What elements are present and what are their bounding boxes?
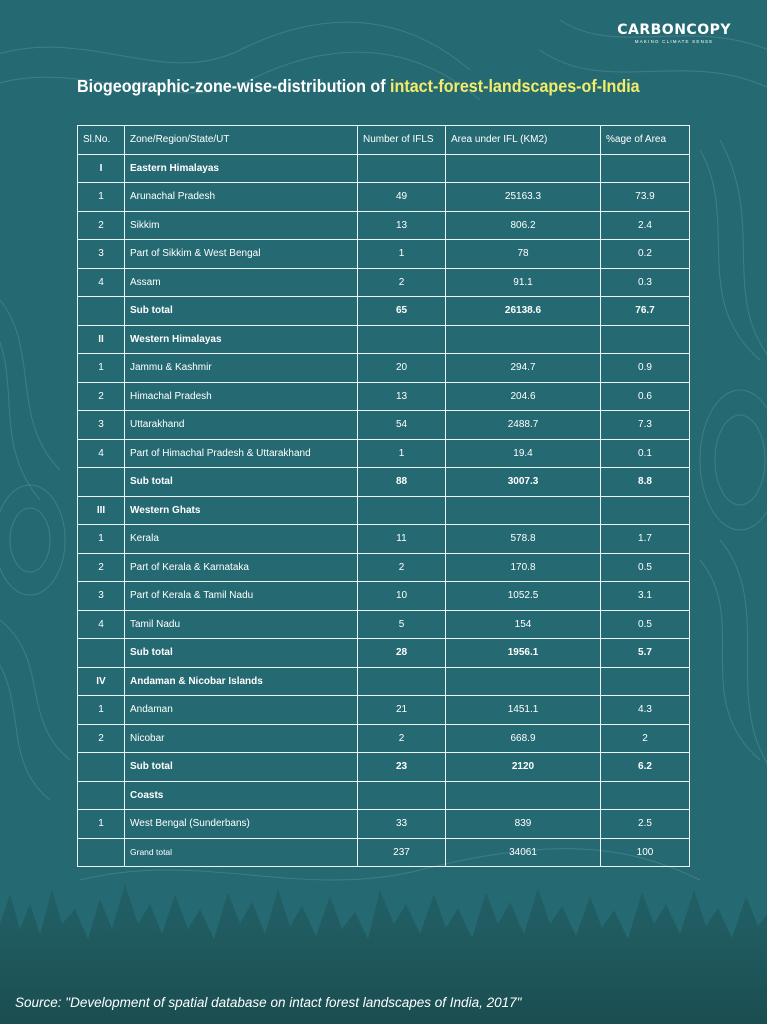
cell-number-of-ifls: 11	[358, 525, 446, 554]
cell-zone-name: Himachal Pradesh	[125, 382, 358, 411]
cell-sl-no: III	[78, 496, 125, 525]
cell-percent-area: 8.8	[601, 468, 690, 497]
cell-percent-area	[601, 496, 690, 525]
cell-area	[446, 325, 601, 354]
page-title	[77, 76, 640, 97]
cell-percent-area: 2.4	[601, 211, 690, 240]
cell-percent-area: 76.7	[601, 297, 690, 326]
cell-area: 19.4	[446, 439, 601, 468]
cell-number-of-ifls: 20	[358, 354, 446, 383]
cell-number-of-ifls: 10	[358, 582, 446, 611]
cell-number-of-ifls: 1	[358, 439, 446, 468]
cell-area: 170.8	[446, 553, 601, 582]
cell-zone-name: Grand total	[125, 838, 358, 867]
cell-percent-area: 0.1	[601, 439, 690, 468]
brand-tagline: MAKING CLIMATE SENSE	[634, 39, 714, 44]
cell-zone-name: Part of Kerala & Tamil Nadu	[125, 582, 358, 611]
brand-name: CARBONCOPY	[617, 22, 731, 38]
cell-percent-area: 7.3	[601, 411, 690, 440]
cell-sl-no: 4	[78, 610, 125, 639]
cell-area: 806.2	[446, 211, 601, 240]
cell-area: 91.1	[446, 268, 601, 297]
cell-number-of-ifls	[358, 496, 446, 525]
ifl-distribution-table	[77, 125, 690, 867]
cell-sl-no: 1	[78, 696, 125, 725]
zone-row	[78, 154, 690, 183]
cell-area: 839	[446, 810, 601, 839]
cell-zone-name: West Bengal (Sunderbans)	[125, 810, 358, 839]
cell-sl-no: 4	[78, 268, 125, 297]
cell-area: 578.8	[446, 525, 601, 554]
cell-number-of-ifls: 5	[358, 610, 446, 639]
table-row	[78, 724, 690, 753]
cell-number-of-ifls: 28	[358, 639, 446, 668]
cell-zone-name: Coasts	[125, 781, 358, 810]
cell-zone-name: Eastern Himalayas	[125, 154, 358, 183]
table-row	[78, 696, 690, 725]
cell-area	[446, 781, 601, 810]
cell-sl-no	[78, 753, 125, 782]
cell-sl-no: 3	[78, 240, 125, 269]
cell-zone-name: Western Himalayas	[125, 325, 358, 354]
cell-percent-area	[601, 154, 690, 183]
cell-number-of-ifls: 2	[358, 553, 446, 582]
cell-sl-no: 3	[78, 582, 125, 611]
cell-zone-name: Tamil Nadu	[125, 610, 358, 639]
header-zone: Zone/Region/State/UT	[125, 126, 358, 155]
cell-percent-area: 0.5	[601, 610, 690, 639]
table-row	[78, 411, 690, 440]
cell-sl-no: 1	[78, 525, 125, 554]
cell-number-of-ifls: 21	[358, 696, 446, 725]
cell-number-of-ifls: 237	[358, 838, 446, 867]
cell-number-of-ifls: 54	[358, 411, 446, 440]
cell-zone-name: Andaman & Nicobar Islands	[125, 667, 358, 696]
cell-area: 1956.1	[446, 639, 601, 668]
header-number-of-ifls: Number of IFLS	[358, 126, 446, 155]
header-percent-area: %age of Area	[601, 126, 690, 155]
cell-percent-area: 6.2	[601, 753, 690, 782]
cell-number-of-ifls	[358, 325, 446, 354]
cell-percent-area: 5.7	[601, 639, 690, 668]
cell-area: 1052.5	[446, 582, 601, 611]
subtotal-row	[78, 297, 690, 326]
cell-sl-no: 2	[78, 211, 125, 240]
cell-percent-area: 73.9	[601, 183, 690, 212]
cell-zone-name: Part of Kerala & Karnataka	[125, 553, 358, 582]
cell-zone-name: Assam	[125, 268, 358, 297]
table-row	[78, 354, 690, 383]
cell-number-of-ifls: 88	[358, 468, 446, 497]
cell-percent-area	[601, 667, 690, 696]
cell-sl-no: 1	[78, 810, 125, 839]
cell-number-of-ifls: 49	[358, 183, 446, 212]
cell-number-of-ifls: 1	[358, 240, 446, 269]
cell-number-of-ifls: 2	[358, 724, 446, 753]
table-row	[78, 211, 690, 240]
cell-area	[446, 496, 601, 525]
cell-area: 3007.3	[446, 468, 601, 497]
zone-row	[78, 781, 690, 810]
cell-number-of-ifls	[358, 781, 446, 810]
table-row	[78, 382, 690, 411]
table-row	[78, 582, 690, 611]
cell-number-of-ifls: 13	[358, 211, 446, 240]
title-highlight: intact-forest-landscapes-of-India	[390, 76, 640, 96]
cell-zone-name: Arunachal Pradesh	[125, 183, 358, 212]
cell-area	[446, 667, 601, 696]
table-row	[78, 268, 690, 297]
cell-zone-name: Sikkim	[125, 211, 358, 240]
table-row	[78, 610, 690, 639]
cell-percent-area: 0.2	[601, 240, 690, 269]
table-header-row	[78, 126, 690, 155]
cell-percent-area: 100	[601, 838, 690, 867]
cell-area: 204.6	[446, 382, 601, 411]
cell-number-of-ifls	[358, 667, 446, 696]
cell-area: 154	[446, 610, 601, 639]
cell-sl-no: 1	[78, 183, 125, 212]
cell-zone-name: Kerala	[125, 525, 358, 554]
cell-sl-no: II	[78, 325, 125, 354]
cell-area: 25163.3	[446, 183, 601, 212]
cell-sl-no	[78, 468, 125, 497]
cell-percent-area: 0.6	[601, 382, 690, 411]
cell-area: 2120	[446, 753, 601, 782]
table-row	[78, 439, 690, 468]
cell-zone-name: Nicobar	[125, 724, 358, 753]
cell-percent-area: 0.3	[601, 268, 690, 297]
cell-number-of-ifls	[358, 154, 446, 183]
zone-row	[78, 325, 690, 354]
table-row	[78, 183, 690, 212]
cell-number-of-ifls: 23	[358, 753, 446, 782]
cell-percent-area	[601, 325, 690, 354]
cell-percent-area: 2.5	[601, 810, 690, 839]
cell-percent-area: 1.7	[601, 525, 690, 554]
cell-number-of-ifls: 33	[358, 810, 446, 839]
cell-sl-no: 3	[78, 411, 125, 440]
cell-zone-name: Sub total	[125, 639, 358, 668]
table-row	[78, 553, 690, 582]
cell-sl-no	[78, 297, 125, 326]
header-area: Area under IFL (KM2)	[446, 126, 601, 155]
cell-area: 1451.1	[446, 696, 601, 725]
table-row	[78, 240, 690, 269]
zone-row	[78, 667, 690, 696]
table-body	[78, 154, 690, 867]
cell-sl-no: 4	[78, 439, 125, 468]
cell-percent-area: 0.9	[601, 354, 690, 383]
cell-area: 78	[446, 240, 601, 269]
cell-sl-no: 1	[78, 354, 125, 383]
cell-sl-no	[78, 639, 125, 668]
zone-row	[78, 496, 690, 525]
cell-zone-name: Part of Sikkim & West Bengal	[125, 240, 358, 269]
cell-sl-no	[78, 838, 125, 867]
brand-logo	[617, 22, 731, 44]
subtotal-row	[78, 753, 690, 782]
cell-sl-no: I	[78, 154, 125, 183]
cell-zone-name: Jammu & Kashmir	[125, 354, 358, 383]
cell-area: 668.9	[446, 724, 601, 753]
cell-zone-name: Western Ghats	[125, 496, 358, 525]
table-row	[78, 525, 690, 554]
cell-zone-name: Andaman	[125, 696, 358, 725]
title-prefix: Biogeographic-zone-wise-distribution of	[77, 76, 391, 96]
cell-area: 34061	[446, 838, 601, 867]
cell-zone-name: Part of Himachal Pradesh & Uttarakhand	[125, 439, 358, 468]
cell-number-of-ifls: 65	[358, 297, 446, 326]
subtotal-row	[78, 639, 690, 668]
cell-sl-no	[78, 781, 125, 810]
cell-area: 26138.6	[446, 297, 601, 326]
cell-percent-area: 2	[601, 724, 690, 753]
subtotal-row	[78, 468, 690, 497]
cell-number-of-ifls: 13	[358, 382, 446, 411]
grand-total-row	[78, 838, 690, 867]
source-citation: Source: "Development of spatial database on intact forest landscapes of India, 2017"	[15, 995, 522, 1010]
cell-zone-name: Sub total	[125, 468, 358, 497]
cell-sl-no: 2	[78, 382, 125, 411]
cell-sl-no: 2	[78, 724, 125, 753]
cell-zone-name: Sub total	[125, 297, 358, 326]
cell-sl-no: 2	[78, 553, 125, 582]
cell-area: 2488.7	[446, 411, 601, 440]
cell-number-of-ifls: 2	[358, 268, 446, 297]
cell-zone-name: Uttarakhand	[125, 411, 358, 440]
header-sl-no: Sl.No.	[78, 126, 125, 155]
cell-zone-name: Sub total	[125, 753, 358, 782]
cell-area: 294.7	[446, 354, 601, 383]
table-row	[78, 810, 690, 839]
cell-sl-no: IV	[78, 667, 125, 696]
cell-percent-area: 4.3	[601, 696, 690, 725]
cell-percent-area: 3.1	[601, 582, 690, 611]
cell-area	[446, 154, 601, 183]
cell-percent-area: 0.5	[601, 553, 690, 582]
cell-percent-area	[601, 781, 690, 810]
